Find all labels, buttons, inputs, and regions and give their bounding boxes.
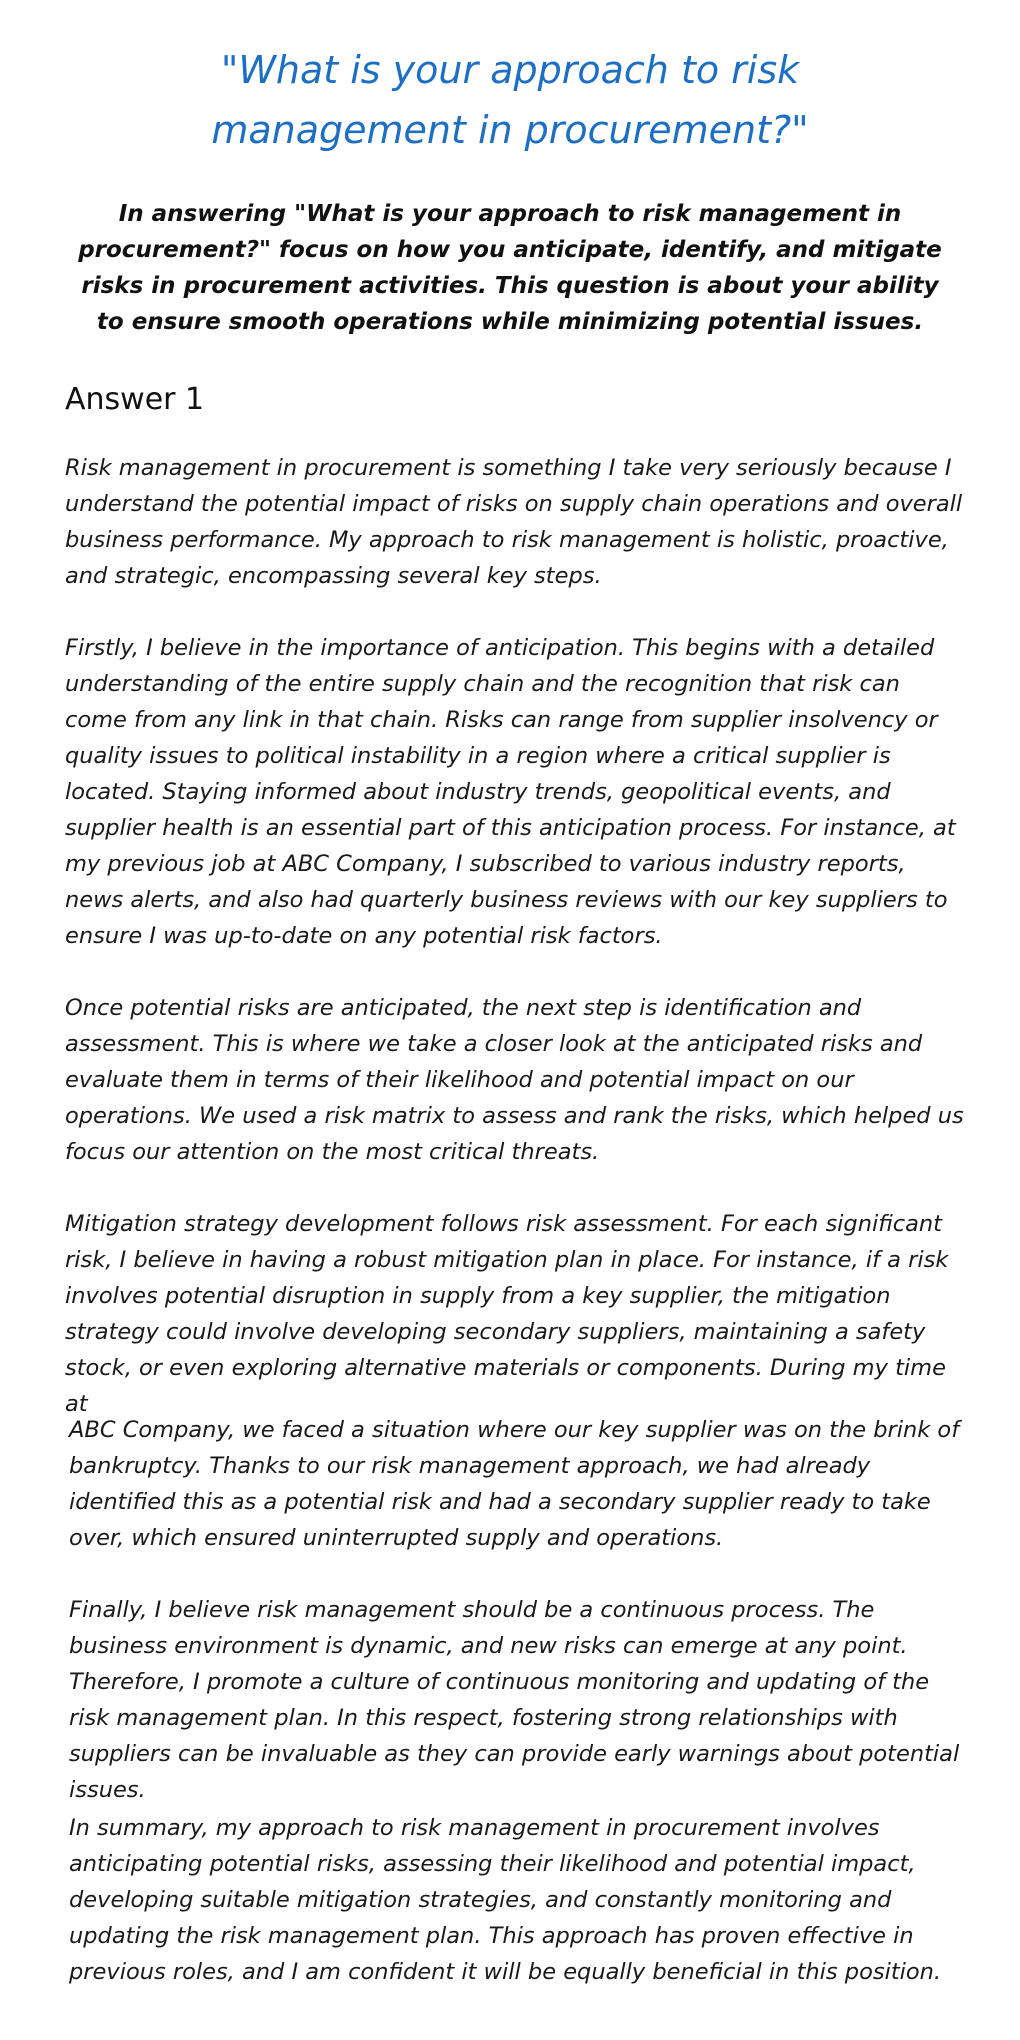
answer-paragraph-5: ABC Company, we faced a situation where our key supplier was on the brink of bankruptcy. Thanks to our risk management approach, we had already identified this as a potential risk and had a secondary supplier ready to take over, which ensured uninterrupted supply and operations. [69,1417,960,1551]
answer-heading: Answer 1 [65,382,205,417]
answer-paragraph-3: Once potential risks are anticipated, the next step is identification and assessment. This is where we take a closer look at the anticipated risks and evaluate them in terms of their likelihood and potential impact on our operations. We used a risk matrix to assess and rank the risks, which helped us focus our attention on the most critical threats. [65,995,964,1165]
answer-paragraph-2: Firstly, I believe in the importance of anticipation. This begins with a detailed understanding of the entire supply chain and the recognition that risk can come from any link in that chain. Risks can range from supplier insolvency or quality issues to political instability in a region where a critical supplier is located. Staying informed about industry trends, geopolitical events, and supplier health is an essential part of this anticipation process. For instance, at my previous job at ABC Company, I subscribed to various industry reports, news alerts, and also had quarterly business reviews with our key suppliers to ensure I was up-to-date on any potential risk factors. [65,635,956,949]
answer-paragraph-6: Finally, I believe risk management should be a continuous process. The business environment is dynamic, and new risks can emerge at any point. Therefore, I promote a culture of continuous monitoring and updating of the risk management plan. In this respect, fostering strong relationships with suppliers can be invaluable as they can provide early warnings about potential issues. [69,1597,960,1803]
answer-paragraph-4: Mitigation strategy development follows risk assessment. For each significant risk, I believe in having a robust mitigation plan in place. For instance, if a risk involves potential disruption in supply from a key supplier, the mitigation strategy could involve developing secondary suppliers, maintaining a safety stock, or even exploring alternative materials or components. During my time at [65,1211,949,1417]
answer-paragraph-7: In summary, my approach to risk management in procurement involves anticipating potential risks, assessing their likelihood and potential impact, developing suitable mitigation strategies, and constantly monitoring and updating the risk management plan. This approach has proven effective in previous roles, and I am confident it will be equally beneficial in this position. [69,1815,942,1985]
page-title: "What is your approach to risk management in procurement?" [211,48,809,152]
answer-paragraph-1: Risk management in procurement is something I take very seriously because I understand the potential impact of risks on supply chain operations and overall business performance. My approach to risk management is holistic, proactive, and strategic, encompassing several key steps. [65,455,963,589]
intro-text: In answering "What is your approach to risk management in procurement?" focus on how you anticipate, identify, and mitigate risks in procurement activities. This question is about your ability to ensure smooth operations while minimizing potential issues. [78,201,942,335]
